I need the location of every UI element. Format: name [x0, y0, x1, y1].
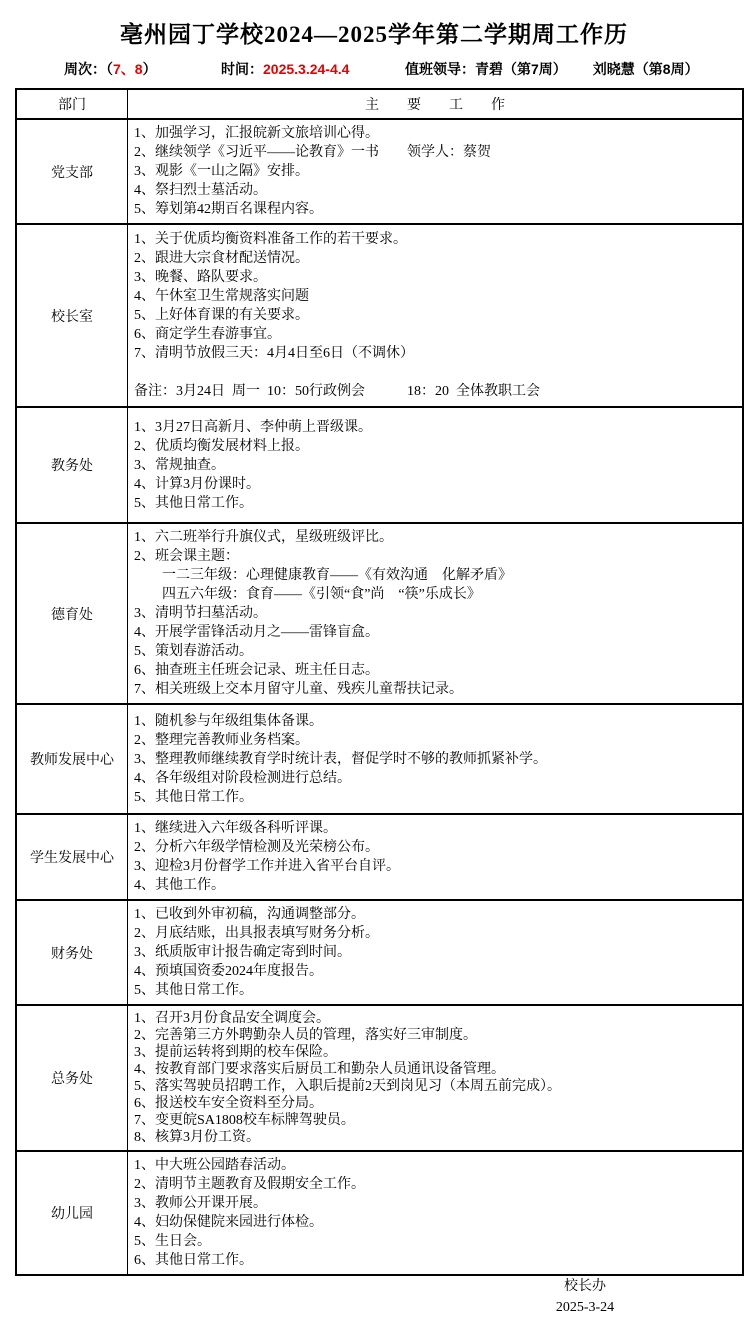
work-line: 1、随机参与年级组集体备课。: [134, 713, 323, 729]
work-line: 6、抽查班主任班会记录、班主任日志。: [134, 663, 379, 678]
dept-cell: 学生发展中心: [17, 815, 128, 899]
work-line: 5、策划春游活动。: [134, 644, 253, 659]
work-line: 4、其他工作。: [134, 878, 225, 893]
work-line: 一二三年级：心理健康教育——《有效沟通 化解矛盾》: [134, 568, 512, 583]
work-line: 4、各年级组对阶段检测进行总结。: [134, 770, 351, 786]
work-line: 1、3月27日高新月、李仲萌上晋级课。: [134, 419, 372, 435]
dept-cell: 校长室: [17, 225, 128, 406]
work-cell: [128, 225, 742, 406]
work-cell: [128, 1006, 742, 1150]
work-line: 3、观影《一山之隔》安排。: [134, 164, 309, 179]
work-line: 3、整理教师继续教育学时统计表，督促学时不够的教师抓紧补学。: [134, 751, 547, 767]
work-line: 4、计算3月份课时。: [134, 476, 260, 492]
work-line: 5、生日会。: [134, 1234, 211, 1249]
work-line: 6、商定学生春游事宜。: [134, 327, 281, 342]
table-row: [17, 522, 742, 703]
work-cell: [128, 705, 742, 813]
dept-cell: 总务处: [17, 1006, 128, 1150]
work-line: 5、落实驾驶员招聘工作，入职后提前2天到岗见习（本周五前完成）。: [134, 1079, 561, 1094]
work-line: 备注：3月24日 周一 10：50行政例会 18：20 全体教职工会: [134, 384, 540, 399]
work-header-cell: 主 要 工 作: [365, 98, 505, 113]
table-row: [17, 406, 742, 522]
dept-cell: 德育处: [17, 524, 128, 703]
work-line: 四五六年级：食育——《引领“食”尚 “筷”乐成长》: [134, 587, 481, 602]
work-line: 8、核算3月份工资。: [134, 1130, 260, 1145]
work-line: 7、相关班级上交本月留守儿童、残疾儿童帮扶记录。: [134, 682, 463, 697]
work-line: 2、完善第三方外聘勤杂人员的管理，落实好三审制度。: [134, 1028, 477, 1043]
time-label: 时间：: [221, 61, 263, 77]
work-line: 1、关于优质均衡资料准备工作的若干要求。: [134, 232, 407, 247]
work-cell: [128, 408, 742, 522]
work-line: 7、变更皖SA1808校车标牌驾驶员。: [134, 1113, 355, 1128]
work-cell: [128, 524, 742, 703]
work-line: 1、六二班举行升旗仪式，星级班级评比。: [134, 530, 393, 545]
work-line: 2、分析六年级学情检测及光荣榜公布。: [134, 840, 379, 855]
work-line: 3、常规抽查。: [134, 457, 225, 473]
work-line: 6、报送校车安全资料至分局。: [134, 1096, 323, 1111]
table-row: [17, 118, 742, 223]
work-line: 3、晚餐、路队要求。: [134, 270, 267, 285]
work-line: 5、筹划第42期百名课程内容。: [134, 202, 323, 217]
work-line: 4、妇幼保健院来园进行体检。: [134, 1215, 323, 1230]
work-line: 3、清明节扫墓活动。: [134, 606, 267, 621]
work-line: 2、跟进大宗食材配送情况。: [134, 251, 309, 266]
meta-row: [0, 59, 748, 81]
table-row: [17, 813, 742, 899]
table-row: [17, 223, 742, 406]
work-schedule-table: [15, 88, 744, 1276]
work-line: 2、月底结账，出具报表填写财务分析。: [134, 926, 379, 941]
work-line: [134, 363, 736, 382]
work-line: 4、开展学雷锋活动月之——雷锋盲盒。: [134, 625, 379, 640]
work-line: 1、继续进入六年级各科听评课。: [134, 821, 337, 836]
work-line: 4、预填国资委2024年度报告。: [134, 964, 323, 979]
work-line: 6、其他日常工作。: [134, 1253, 253, 1268]
work-cell: [128, 901, 742, 1004]
week-suffix: ）: [142, 61, 157, 77]
table-row: [17, 1150, 742, 1274]
work-line: 5、其他日常工作。: [134, 789, 253, 805]
page-title: 亳州园丁学校2024—2025学年第二学期周工作历: [120, 22, 628, 47]
work-line: 2、优质均衡发展材料上报。: [134, 438, 309, 454]
work-line: 4、按教育部门要求落实后厨员工和勤杂人员通讯设备管理。: [134, 1062, 505, 1077]
dept-cell: 党支部: [17, 120, 128, 223]
duty-person-week7: 青碧（第7周）: [475, 61, 567, 77]
work-line: 4、祭扫烈士墓活动。: [134, 183, 267, 198]
table-row: [17, 899, 742, 1004]
dept-cell: 幼儿园: [17, 1152, 128, 1274]
time-field: [221, 59, 349, 79]
work-line: 3、提前运转将到期的校车保险。: [134, 1045, 337, 1060]
week-field: [64, 59, 157, 79]
work-cell: [128, 815, 742, 899]
dept-cell: 教师发展中心: [17, 705, 128, 813]
work-line: 3、迎检3月份督学工作并进入省平台自评。: [134, 859, 400, 874]
week-label: 周次：（: [64, 61, 113, 77]
duty-leader-field: [405, 59, 699, 79]
work-line: 1、召开3月份食品安全调度会。: [134, 1011, 330, 1026]
time-value: 2025.3.24-4.4: [263, 61, 350, 77]
work-line: 5、其他日常工作。: [134, 495, 253, 511]
work-line: 2、清明节主题教育及假期安全工作。: [134, 1177, 365, 1192]
work-cell: [128, 120, 742, 223]
issue-date: 2025-3-24: [555, 1300, 615, 1315]
work-line: 2、班会课主题：: [134, 549, 239, 564]
issuing-office: 校长办: [564, 1279, 606, 1294]
work-line: 7、清明节放假三天：4月4日至6日（不调休）: [134, 346, 414, 361]
dept-cell: 财务处: [17, 901, 128, 1004]
work-line: 1、已收到外审初稿，沟通调整部分。: [134, 907, 365, 922]
table-row: [17, 703, 742, 813]
dept-cell: 教务处: [17, 408, 128, 522]
work-line: 2、继续领学《习近平——论教育》一书 领学人：蔡贺: [134, 145, 491, 160]
work-line: 3、教师公开课开展。: [134, 1196, 267, 1211]
dept-header-cell: 部门: [17, 90, 128, 118]
work-line: 3、纸质版审计报告确定寄到时间。: [134, 945, 351, 960]
work-line: 2、整理完善教师业务档案。: [134, 732, 309, 748]
duty-label: 值班领导：: [405, 61, 475, 77]
week-value: 7、8: [113, 61, 143, 77]
table-header-row: [17, 90, 742, 118]
work-cell: [128, 1152, 742, 1274]
work-line: 5、其他日常工作。: [134, 983, 253, 998]
table-row: [17, 1004, 742, 1150]
work-line: 1、加强学习，汇报皖新文旅培训心得。: [134, 126, 379, 141]
signature-block: [513, 1276, 657, 1318]
work-line: 1、中大班公园踏春活动。: [134, 1158, 295, 1173]
work-line: 4、午休室卫生常规落实问题: [134, 289, 309, 304]
work-line: 5、上好体育课的有关要求。: [134, 308, 309, 323]
duty-person-week8: 刘晓慧（第8周）: [592, 61, 699, 77]
